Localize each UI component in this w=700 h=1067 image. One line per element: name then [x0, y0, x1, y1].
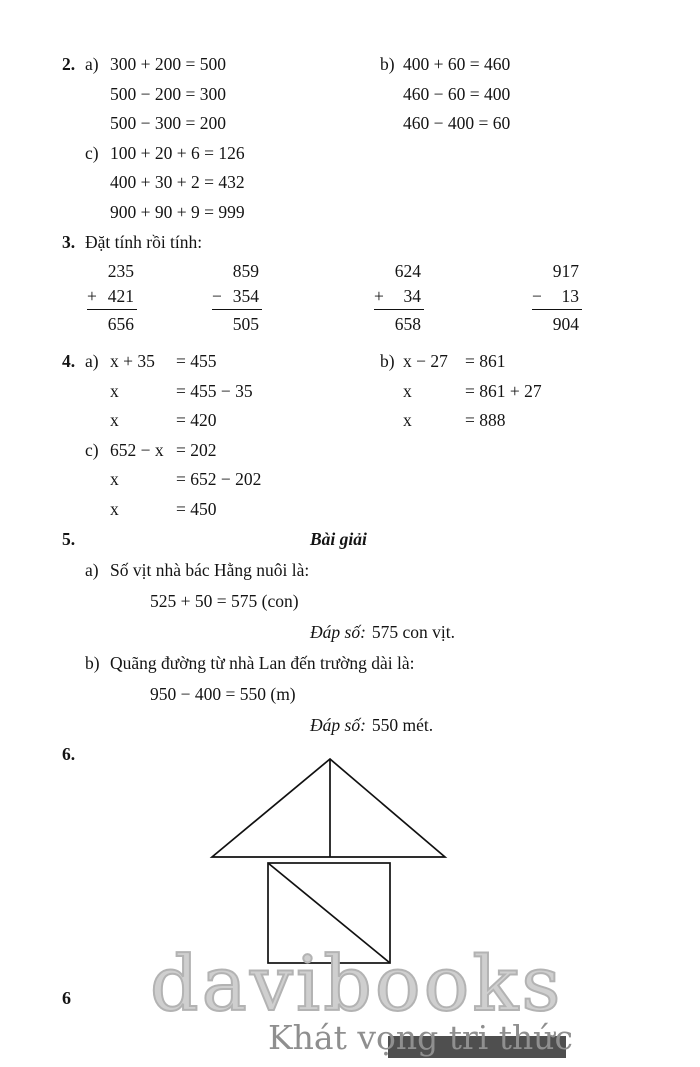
equation-left: 652 − x [110, 439, 164, 460]
ex2-col-b [380, 50, 510, 80]
watermark-tagline: Khát vọng tri thức [268, 1018, 574, 1057]
ex4-row-3 [62, 406, 682, 436]
part-a-label: a) [85, 351, 99, 371]
bottom-operand: 34 [403, 286, 421, 306]
equation-right: = 888 [465, 410, 506, 430]
vertical-calc-4 [532, 259, 582, 337]
ex4-row-5 [62, 465, 682, 495]
exercise-number: 3. [62, 232, 76, 252]
top-operand: 859 [232, 261, 259, 281]
equation-right: = 420 [176, 410, 217, 430]
answer-label: Đáp số: [310, 622, 366, 642]
equation: 500 − 200 = 300 [110, 83, 226, 104]
part-b-label: b) [380, 351, 395, 371]
equation: 400 + 60 = 460 [403, 54, 511, 74]
ex2-col-b [380, 109, 510, 139]
top-operand: 235 [107, 261, 134, 281]
ex4-col-b [380, 406, 506, 436]
vertical-calc-2 [212, 259, 262, 337]
ex2-row-5 [62, 168, 682, 198]
equation-right: = 202 [176, 439, 217, 460]
plus-operator: + [87, 286, 97, 306]
equation-right: = 450 [176, 498, 217, 519]
ex4-row-6 [62, 495, 682, 525]
top-operand: 624 [394, 261, 421, 281]
vertical-calc-1 [87, 259, 137, 337]
vertical-calc-3 [374, 259, 424, 337]
solution-title: Bài giải [310, 529, 367, 549]
ex5-b-calculation [62, 679, 682, 710]
ex4-col-b [380, 377, 542, 407]
ex2-row-2 [62, 80, 682, 110]
exercise-number: 4. [62, 351, 76, 371]
plus-operator: + [374, 286, 384, 306]
exercise-5 [62, 524, 682, 741]
equation-left: x + 35 [110, 351, 155, 371]
bottom-operand-row [87, 284, 137, 310]
equation-right: = 455 − 35 [176, 380, 253, 401]
exercise-2 [62, 50, 682, 227]
equation: 900 + 90 + 9 = 999 [110, 201, 245, 222]
ex4-row-2 [62, 377, 682, 407]
result: 656 [107, 314, 134, 334]
equation: 300 + 200 = 500 [110, 54, 226, 74]
calculation: 525 + 50 = 575 (con) [150, 591, 299, 611]
answer-label: Đáp số: [310, 715, 366, 735]
ex5-a-statement [62, 555, 682, 586]
ex2-col-b [380, 80, 510, 110]
bottom-operand: 354 [232, 286, 259, 306]
ex3-title-row [62, 228, 662, 258]
exercise-3 [62, 228, 662, 346]
bottom-operand-row [374, 284, 424, 310]
ex2-row-3 [62, 109, 682, 139]
top-operand: 917 [552, 261, 579, 281]
figure-triangle [212, 759, 445, 857]
result: 658 [394, 314, 421, 334]
ex5-a-answer-row [62, 617, 682, 648]
watermark-logo: davibooks [150, 939, 564, 1028]
minus-operator: − [532, 286, 542, 306]
part-a-label: a) [85, 54, 99, 74]
statement-text: Quãng đường từ nhà Lan đến trường dài là: [110, 653, 415, 673]
result: 904 [552, 314, 579, 334]
equation-left: x [110, 380, 119, 401]
calculation: 950 − 400 = 550 (m) [150, 684, 296, 704]
equation-left: x [110, 410, 119, 430]
equation: 460 − 400 = 60 [403, 113, 511, 133]
equation: 400 + 30 + 2 = 432 [110, 172, 245, 192]
exercise-number: 6. [62, 744, 76, 764]
ex4-row-4 [62, 436, 682, 466]
ex5-b-answer-row [62, 710, 682, 741]
equation-left: x [403, 410, 412, 430]
equation-left: x [110, 498, 119, 519]
equation: 100 + 20 + 6 = 126 [110, 142, 245, 163]
answer-value: 575 con vịt. [371, 622, 456, 642]
ex3-title: Đặt tính rồi tính: [85, 232, 203, 252]
part-c-label: c) [85, 439, 99, 460]
page-number: 6 [62, 988, 71, 1008]
equation: 500 − 300 = 200 [110, 113, 226, 133]
bottom-operand: 13 [561, 286, 579, 306]
part-b-label: b) [85, 653, 100, 673]
exercise-6 [62, 740, 682, 970]
exercise-number: 2. [62, 54, 76, 74]
ex2-row-1 [62, 50, 682, 80]
ex2-row-4 [62, 139, 682, 169]
equation-left: x [403, 380, 412, 401]
answer [310, 710, 433, 741]
exercise-number: 5. [62, 529, 76, 549]
answer-value: 550 mét. [371, 715, 434, 735]
ex2-row-6 [62, 198, 682, 228]
bottom-operand: 421 [107, 286, 134, 306]
minus-operator: − [212, 286, 222, 306]
exercise-4 [62, 347, 682, 524]
ex4-col-b [380, 347, 506, 377]
bottom-operand-row [532, 284, 582, 310]
statement-text: Số vịt nhà bác Hằng nuôi là: [110, 560, 310, 580]
ex5-title-row [62, 524, 682, 555]
part-c-label: c) [85, 142, 99, 163]
equation-right: = 861 + 27 [465, 380, 542, 401]
part-b-label: b) [380, 54, 395, 74]
equation-right: = 861 [465, 351, 506, 371]
ex4-row-1 [62, 347, 682, 377]
bottom-operand-row [212, 284, 262, 310]
ex5-b-statement [62, 648, 682, 679]
result: 505 [232, 314, 259, 334]
answer [310, 617, 455, 648]
equation-left: x − 27 [403, 351, 448, 371]
equation-left: x [110, 469, 119, 489]
equation-right: = 455 [176, 351, 217, 371]
equation: 460 − 60 = 400 [403, 83, 511, 104]
part-a-label: a) [85, 560, 99, 580]
ex5-a-calculation [62, 586, 682, 617]
equation-right: = 652 − 202 [176, 469, 262, 489]
tangram-house-figure [200, 753, 452, 967]
